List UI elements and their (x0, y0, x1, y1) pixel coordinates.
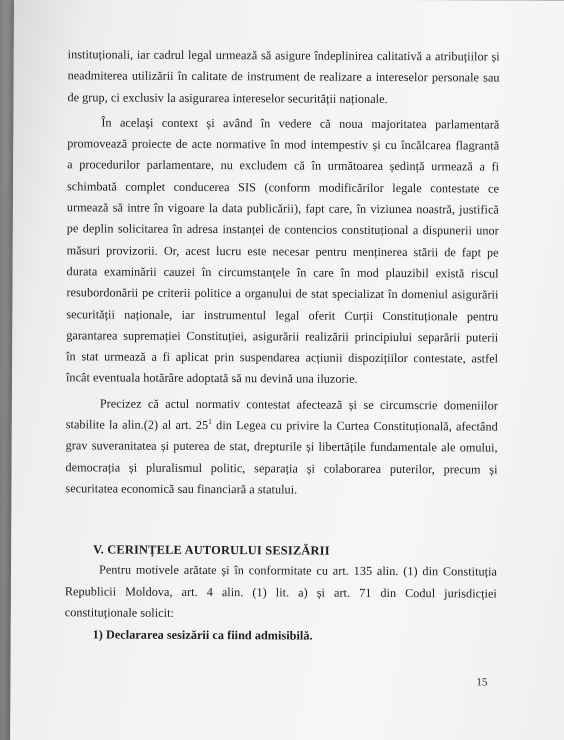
page-number: 15 (476, 676, 488, 689)
text-line: În același context și având în vedere că noua majoritatea parlamentară (101, 115, 500, 132)
text-line: schimbată complet conducerea SIS (conform modificărilor legale contestate ce (66, 179, 500, 196)
paragraph-2 (66, 112, 499, 391)
text-line: resubordonării pe criterii politice a organului de stat specializat în domeniul asigurării (66, 285, 499, 302)
text-line: instituționali, iar cadrul legal urmează să asigure îndeplinirea calitativă a atribuțiilor și (67, 47, 500, 64)
request-item-1: 1) Declararea sesizării ca fiind admisibilă. (92, 627, 313, 643)
superscript: 1 (208, 417, 212, 427)
text-fragment: stabilite la alin.(2) al art. 25 (65, 417, 209, 433)
text-line: grav suveranitatea și puterea de stat, drepturile și libertățile fundamentale ale omului, (65, 438, 498, 455)
text-line: urmează să intre în vigoare la data publicării), fapt care, în viziunea noastră, justifică (66, 200, 499, 217)
text-line: măsuri provizorii. Or, acest lucru este necesar pentru menținerea stării de fapt pe (66, 242, 499, 260)
text-line-with-superscript (66, 414, 498, 438)
section-heading: V. CERINȚELE AUTORULUI SESIZĂRII (93, 542, 330, 558)
text-line: a procedurilor parlamentare, nu excludem că în următoarea ședință urmează a fi (67, 157, 500, 175)
text-line: securității naționale, iar instrumentul legal oferit Curții Constituționale pentru (66, 306, 499, 324)
document-body (65, 44, 500, 647)
document-page (10, 0, 564, 740)
text-line: securitatea economică sau financiară a statului. (65, 481, 298, 497)
text-line: Precizez că actul normativ contestat afectează și se circumscrie domeniilor (99, 396, 498, 413)
text-line: încât eventuala hotărâre adoptată să nu devină una iluzorie. (65, 370, 358, 387)
text-line: de grup, ci exclusiv la asigurarea intereselor securității naționale. (67, 89, 388, 106)
text-line: durata examinării cauzei în circumstanțele în care în mod plauzibil există riscul (66, 264, 499, 281)
text-line: garantarea supremației Constituției, asigurării realizării principiului separării puterii (66, 328, 499, 345)
text-line: pe deplin solicitarea în adresa instanței de contencios constituțional a dispunerii unor (66, 221, 499, 238)
text-line: Pentru motivele arătate și în conformitate cu art. 135 alin. (1) din Constituția (98, 562, 498, 579)
text-line: democrația și pluralismul politic, separația și colaborarea puterilor, precum și (65, 459, 498, 477)
text-line: constituționale solicit: (64, 605, 175, 620)
text-line: neadmiterea utilizării în calitate de instrument de realizare a intereselor personale sau (67, 68, 500, 85)
paragraph-3 (65, 393, 498, 502)
text-line: promovează proiecte de acte normative în mod intempestiv și cu încălcarea flagrantă (67, 136, 500, 153)
paragraph-1 (67, 44, 499, 110)
paragraph-4 (65, 560, 497, 626)
text-fragment: din Legea cu privire la Curtea Constituțională, afectând (211, 418, 498, 434)
text-line: Republicii Moldova, art. 4 alin. (1) lit. a) și art. 71 din Codul jurisdicției (64, 583, 497, 601)
text-line: în stat urmează a fi aplicat prin suspendarea acțiunii dispozițiilor contestate, astfel (66, 349, 499, 366)
